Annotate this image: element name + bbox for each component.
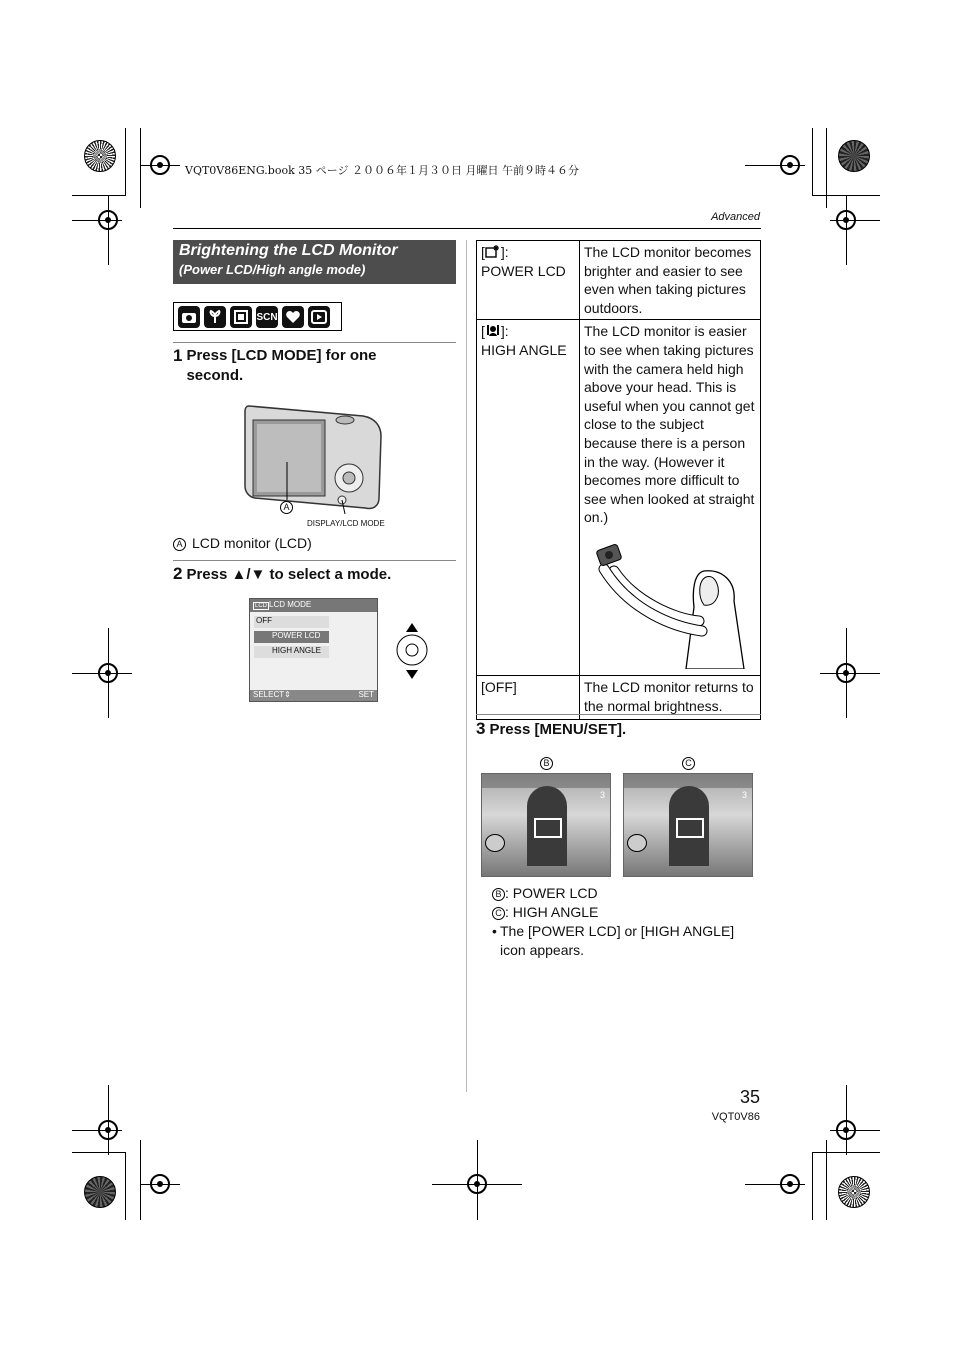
menu-option-high-angle bbox=[254, 646, 329, 658]
step-number: 1 bbox=[173, 346, 183, 365]
crop-mark bbox=[72, 220, 122, 221]
crop-mark bbox=[72, 195, 126, 196]
page-number: 35 bbox=[739, 1087, 760, 1107]
mode-key-cell bbox=[477, 320, 580, 676]
heart-icon bbox=[282, 306, 304, 328]
cursor-button-icon bbox=[395, 622, 429, 680]
high-angle-indicator-icon bbox=[627, 834, 647, 852]
registration-star-icon bbox=[84, 140, 116, 172]
crop-mark bbox=[72, 1152, 126, 1153]
header-rule bbox=[173, 228, 761, 229]
bullet-text: The [POWER LCD] or [HIGH ANGLE] icon appears. bbox=[500, 923, 735, 958]
crop-mark bbox=[745, 1184, 805, 1185]
step-number: 3 bbox=[476, 719, 486, 738]
macro-icon bbox=[204, 306, 226, 328]
camera-icon bbox=[178, 306, 200, 328]
play-icon bbox=[308, 306, 330, 328]
marker-a-label: A bbox=[173, 538, 186, 551]
lcd-modes-table bbox=[476, 240, 761, 720]
step-3-text: Press [MENU/SET]. bbox=[489, 721, 627, 738]
marker-c-label: C bbox=[492, 907, 505, 920]
select-hint: SELECT⇕ bbox=[253, 690, 291, 699]
menu-option-label: HIGH ANGLE bbox=[272, 646, 321, 655]
crop-mark bbox=[477, 1140, 478, 1220]
mode-description: The LCD monitor becomes brighter and easier to see even when taking pictures outdoors. bbox=[580, 241, 761, 320]
display-button-label: DISPLAY/LCD MODE bbox=[307, 519, 385, 528]
mode-key-cell: [OFF] bbox=[477, 675, 580, 719]
camera-caption bbox=[173, 535, 312, 551]
menu-title: LCD MODE bbox=[269, 600, 312, 609]
print-file-info: VQT0V86ENG.book 35 ページ ２００６年１月３０日 月曜日 午前９時４６分 bbox=[185, 164, 579, 177]
film-icon bbox=[230, 306, 252, 328]
power-lcd-screen-photo bbox=[481, 773, 611, 877]
crop-mark bbox=[826, 128, 827, 208]
crop-mark bbox=[125, 128, 126, 196]
section-subtitle: (Power LCD/High angle mode) bbox=[179, 262, 366, 277]
crop-mark bbox=[72, 673, 132, 674]
step-rule bbox=[476, 714, 761, 715]
legend-item bbox=[492, 903, 757, 922]
mode-description: The LCD monitor returns to the normal brightness. bbox=[580, 675, 761, 719]
menu-header bbox=[250, 599, 377, 612]
mode-key-name: HIGH ANGLE bbox=[481, 341, 567, 358]
crop-mark bbox=[140, 1140, 141, 1220]
step-rule bbox=[173, 560, 456, 561]
picture-count: 3 bbox=[599, 790, 605, 800]
marker-b-label: B bbox=[492, 888, 505, 901]
crop-mark bbox=[108, 195, 109, 265]
scene-icon: SCN bbox=[256, 306, 278, 328]
section-title: Brightening the LCD Monitor bbox=[179, 242, 398, 259]
lcd-mode-menu-screen bbox=[249, 598, 378, 702]
step-2 bbox=[173, 564, 391, 584]
marker-a bbox=[280, 498, 299, 516]
camera-illustration bbox=[243, 396, 383, 514]
crop-mark bbox=[108, 1085, 109, 1155]
step-number: 2 bbox=[173, 564, 183, 583]
crop-mark bbox=[72, 1130, 122, 1131]
crop-mark bbox=[125, 1152, 126, 1220]
registration-star-icon bbox=[838, 1176, 870, 1208]
table-row bbox=[477, 320, 761, 676]
crop-mark bbox=[140, 165, 180, 166]
crop-mark bbox=[108, 628, 109, 718]
crop-mark bbox=[830, 1130, 880, 1131]
crop-mark bbox=[745, 165, 805, 166]
high-angle-icon: [ ]: bbox=[481, 323, 509, 340]
high-angle-illustration bbox=[594, 541, 756, 669]
crop-mark bbox=[830, 220, 880, 221]
marker-c-label: C bbox=[682, 757, 695, 770]
crop-mark bbox=[140, 128, 141, 208]
bullet-note bbox=[492, 922, 757, 960]
marker-c bbox=[682, 754, 701, 772]
menu-option-power-lcd bbox=[254, 631, 329, 643]
mode-key-cell bbox=[477, 241, 580, 320]
legend-item bbox=[492, 884, 757, 903]
marker-b bbox=[540, 754, 559, 772]
column-divider bbox=[466, 240, 467, 1092]
crop-mark bbox=[140, 1184, 180, 1185]
mode-key-name: POWER LCD bbox=[481, 262, 566, 279]
menu-option-label: POWER LCD bbox=[272, 631, 321, 640]
picture-count: 3 bbox=[741, 790, 747, 800]
af-frame bbox=[534, 818, 562, 838]
crop-mark bbox=[812, 1152, 813, 1220]
table-row bbox=[477, 675, 761, 719]
crop-mark bbox=[846, 195, 847, 265]
marker-a-label: A bbox=[280, 501, 293, 514]
power-lcd-indicator-icon bbox=[485, 834, 505, 852]
legend-text: : POWER LCD bbox=[505, 885, 598, 901]
step-rule bbox=[173, 342, 456, 343]
section-label: Advanced bbox=[711, 211, 760, 223]
section-title-box bbox=[173, 240, 456, 284]
set-hint: SET bbox=[358, 690, 374, 699]
table-row bbox=[477, 241, 761, 320]
marker-b-label: B bbox=[540, 757, 553, 770]
legend-text: : HIGH ANGLE bbox=[505, 904, 599, 920]
crop-mark bbox=[846, 1085, 847, 1155]
step-3 bbox=[476, 719, 626, 739]
menu-option-off: OFF bbox=[254, 616, 329, 628]
crop-mark bbox=[846, 628, 847, 718]
menu-footer bbox=[250, 690, 377, 701]
mode-description: The LCD monitor is easier to see when taking pictures with the camera held high above your head. This is useful when you cannot get close to the subject because there is a person in the way. (However it becomes more difficult to see when looked at straight on.) bbox=[584, 323, 755, 526]
bullet-dot: • bbox=[492, 923, 497, 939]
crop-mark bbox=[812, 128, 813, 196]
screen-legend bbox=[492, 884, 757, 960]
crop-mark bbox=[820, 673, 880, 674]
crop-mark bbox=[826, 1140, 827, 1220]
mode-description-cell bbox=[580, 320, 761, 676]
camera-caption-text: LCD monitor (LCD) bbox=[192, 535, 312, 551]
lcd-icon: LCD bbox=[255, 603, 268, 609]
registration-star-icon bbox=[84, 1176, 116, 1208]
step-2-text: Press ▲/▼ to select a mode. bbox=[186, 566, 392, 583]
high-angle-screen-photo bbox=[623, 773, 753, 877]
step-1-text: Press [LCD MODE] for one second. bbox=[186, 347, 377, 384]
select-label: SELECT bbox=[253, 690, 285, 699]
applicable-modes bbox=[173, 302, 342, 331]
af-frame bbox=[676, 818, 704, 838]
step-1 bbox=[173, 346, 456, 386]
registration-star-icon bbox=[838, 140, 870, 172]
model-code: VQT0V86 bbox=[711, 1111, 760, 1123]
power-lcd-icon: [ ]: bbox=[481, 244, 509, 260]
